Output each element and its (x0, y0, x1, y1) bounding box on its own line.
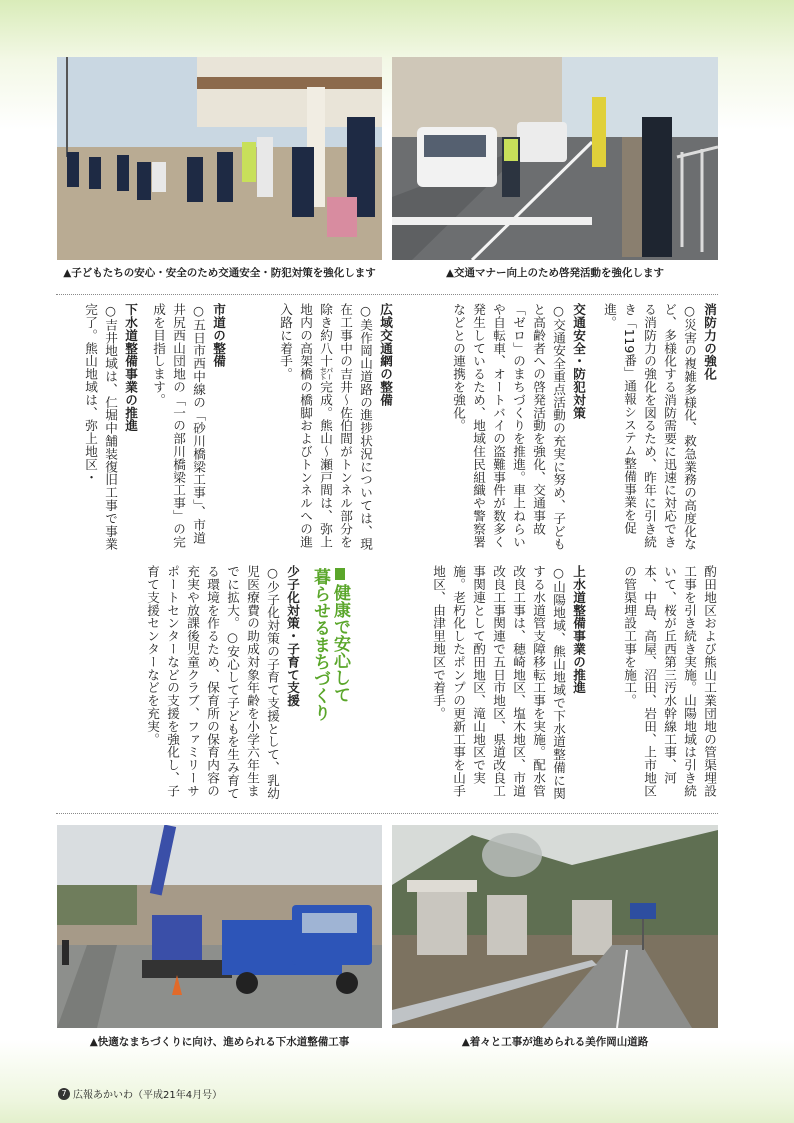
section-child (102, 565, 302, 805)
feature-line2: 暮らせるまちづくり (310, 568, 330, 721)
section-roads (233, 303, 395, 555)
caption-photo4: ▲着々と工事が進められる美作岡山道路 (461, 1036, 649, 1048)
body-traffic: ○交通安全重点活動の充実に努め、子どもと高齢者への啓発活動を強化、交通事故「ゼロ」のまちづくりを推進。車上ねらいや自転車、オートバイの盗難事件が数多く発生しているため、地域住民組織や警察署などとの連携を強化。 (451, 303, 566, 551)
body-sewer-continued: 酌田地区および熊山工業団地の管渠埋設工事を引き続き実施。山陽地域は引き続いて、桜が丘西第三汚水幹線工事、河本、中島、高屋、沼田、岩田、上市地区の管渠埋設工事を施工。 (622, 565, 717, 798)
heading-fire: 消防力の強化 (702, 303, 717, 381)
photo-schoolchildren (57, 57, 382, 260)
body-child: ○少子化対策の子育て支援として、乳幼児医療費の助成対象年齢を小学六年生までに拡大。○安心して子どもを生み育てる環境を作るため、保育所の保育内容の充実や放課後児童クラブ、ファミリーサポートセンターなどの支援を強化し、子育て支援センターなどを充実。 (145, 565, 280, 800)
section-water (390, 565, 588, 805)
section-traffic (403, 303, 588, 555)
heading-traffic: 交通安全・防犯対策 (571, 303, 586, 420)
section-streets (144, 303, 228, 555)
body-roads: ○美作岡山道路の進捗状況については、現在工事中の吉井～佐伯間がトンネル部分を除き約八十㌫完成。熊山～瀬戸間は、弥上地内の高架橋の橋脚およびトンネルへの進入路に着手。 (278, 303, 373, 551)
section-sewer-continued (597, 565, 719, 805)
divider-top (56, 294, 718, 295)
body-sewer: ○吉井地域は、仁堀中舗装復旧工事で事業完了。熊山地域は、弥上地区・ (83, 303, 118, 551)
heading-water: 上水道整備事業の推進 (571, 565, 586, 694)
heading-sewer: 下水道整備事業の推進 (123, 303, 138, 432)
feature-mark-icon (335, 568, 345, 580)
caption-photo3: ▲快適なまちづくりに向け、進められる下水道整備工事 (89, 1036, 350, 1048)
photo-traffic-campaign (392, 57, 718, 260)
photo-sewer-construction (57, 825, 382, 1028)
caption-photo2: ▲交通マナー向上のため啓発活動を強化します (445, 267, 665, 279)
body-streets: ○五日市西中線の「砂川橋梁工事」、市道井尻西山団地の「一の部川橋梁工事」の完成を目指します。 (151, 303, 206, 549)
feature-line1: 健康で安心して (330, 584, 350, 703)
section-fire (597, 303, 719, 555)
heading-streets: 市道の整備 (211, 303, 226, 368)
heading-child: 少子化対策・子育て支援 (285, 565, 300, 707)
page-number: 7 (58, 1088, 70, 1100)
feature-title (310, 568, 350, 748)
caption-photo1: ▲子どもたちの安心・安全のため交通安全・防犯対策を強化します (63, 267, 376, 279)
body-fire: ○災害の複雑多様化、救急業務の高度化など、多様化する消防需要に迅速に対応できる消防力の強化を図るため、昨年に引き続き「119番」通報システム整備事業を促進。 (602, 303, 697, 551)
body-water: ○山陽地域、熊山地域で下水道整備に関する水道管支障移転工事を実施。配水管改良工事は、穂崎地区、塩木地区、市道改良工事関連で五日市地区、県道改良工事関連として酌田地区、滝山地区で実施。老朽化したポンプの更新工事を山手地区、由津里地区で着手。 (431, 565, 566, 800)
page-footer (58, 1086, 222, 1101)
photo-expressway (392, 825, 718, 1028)
publication-name: 広報あかいわ（平成21年4月号） (73, 1090, 223, 1101)
section-sewer (56, 303, 140, 555)
heading-roads: 広域交通網の整備 (378, 303, 393, 407)
divider-bottom (56, 813, 718, 814)
